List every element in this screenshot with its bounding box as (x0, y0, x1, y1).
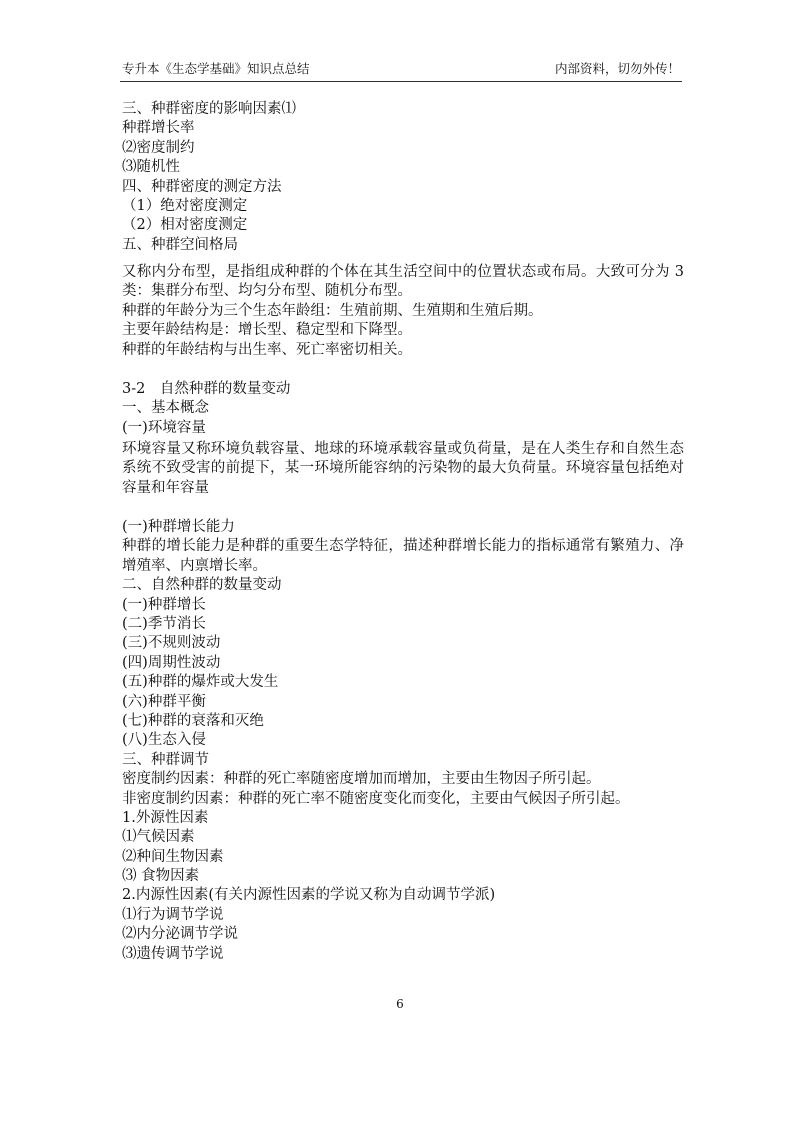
section-heading: 三、种群密度的影响因素⑴ (122, 101, 296, 117)
section-environment-capacity (122, 440, 684, 498)
list-item: （2）相对密度测定 (122, 217, 248, 234)
paragraph: 环境容量又称环境负载容量、地球的环境承载容量或负荷量，是在人类生存和自然生态系统不致受害的前提下，某一环境所能容纳的污染物的最大负荷量。环境容量包括绝对容量和年容量 (122, 441, 684, 496)
list-item: ⑶遗传调节学说 (122, 945, 224, 962)
list-item: (六)种群平衡 (122, 693, 206, 710)
subsection-heading: (一)环境容量 (122, 419, 206, 436)
text-line: 密度制约因素：种群的死亡率随密度增加而增加，主要由生物因子所引起。 (122, 771, 601, 788)
text-line: 主要年龄结构是：增长型、稳定型和下降型。 (122, 322, 412, 339)
list-item: ⑴气候因素 (122, 829, 195, 846)
header-notice: 内部资料，切勿外传！ (554, 61, 680, 76)
paragraph: 又称内分布型，是指组成种群的个体在其生活空间中的位置状态或布局。大致可分为 3 类：集群分布型、均匀分布型、随机分布型。 (122, 264, 684, 300)
subsection-heading: 1.外源性因素 (122, 809, 209, 826)
subsection-heading: 2.内源性因素(有关内源性因素的学说又称为自动调节学派) (122, 887, 496, 904)
section-heading: 四、种群密度的测定方法 (122, 178, 282, 195)
list-item: (七)种群的衰落和灭绝 (122, 712, 264, 729)
section-population-density (122, 100, 684, 255)
section-3-2-heading (122, 380, 684, 438)
list-item: (八)生态入侵 (122, 732, 206, 749)
chapter-heading: 3-2 自然种群的数量变动 (122, 381, 291, 397)
header-rule (120, 81, 682, 82)
list-item: ⑴行为调节学说 (122, 906, 224, 923)
list-item: (二)季节消长 (122, 615, 206, 632)
section-heading: 五、种群空间格局 (122, 236, 238, 253)
section-population-growth (122, 518, 684, 964)
header-title: 专升本《生态学基础》知识点总结 (122, 61, 310, 76)
text-line: 种群的年龄结构与出生率、死亡率密切相关。 (122, 341, 412, 358)
text-line: 非密度制约因素：种群的死亡率不随密度变化而变化，主要由气候因子所引起。 (122, 790, 630, 807)
text-line: 种群的年龄分为三个生态年龄组：生殖前期、生殖期和生殖后期。 (122, 302, 543, 319)
list-item: (四)周期性波动 (122, 654, 221, 671)
list-item: （1）绝对密度测定 (122, 197, 248, 214)
list-item: ⑵种间生物因素 (122, 848, 224, 865)
list-item: (三)不规则波动 (122, 635, 221, 652)
paragraph: 种群的增长能力是种群的重要生态学特征，描述种群增长能力的指标通常有繁殖力、净增殖率、内禀增长率。 (122, 538, 684, 574)
section-heading: 二、自然种群的数量变动 (122, 577, 282, 594)
section-heading: 三、种群调节 (122, 751, 209, 768)
section-spatial-pattern (122, 263, 684, 360)
list-item: 种群增长率 (122, 120, 195, 137)
subsection-heading: (一)种群增长能力 (122, 519, 235, 535)
list-item: ⑶ 食物因素 (122, 868, 200, 885)
list-item: ⑵内分泌调节学说 (122, 926, 238, 943)
list-item: ⑵密度制约 (122, 139, 195, 156)
page-number: 6 (396, 997, 404, 1011)
list-item: ⑶随机性 (122, 159, 180, 176)
list-item: (五)种群的爆炸或大发生 (122, 674, 279, 691)
page-header (122, 59, 680, 79)
section-heading: 一、基本概念 (122, 400, 209, 417)
list-item: (一)种群增长 (122, 596, 206, 613)
